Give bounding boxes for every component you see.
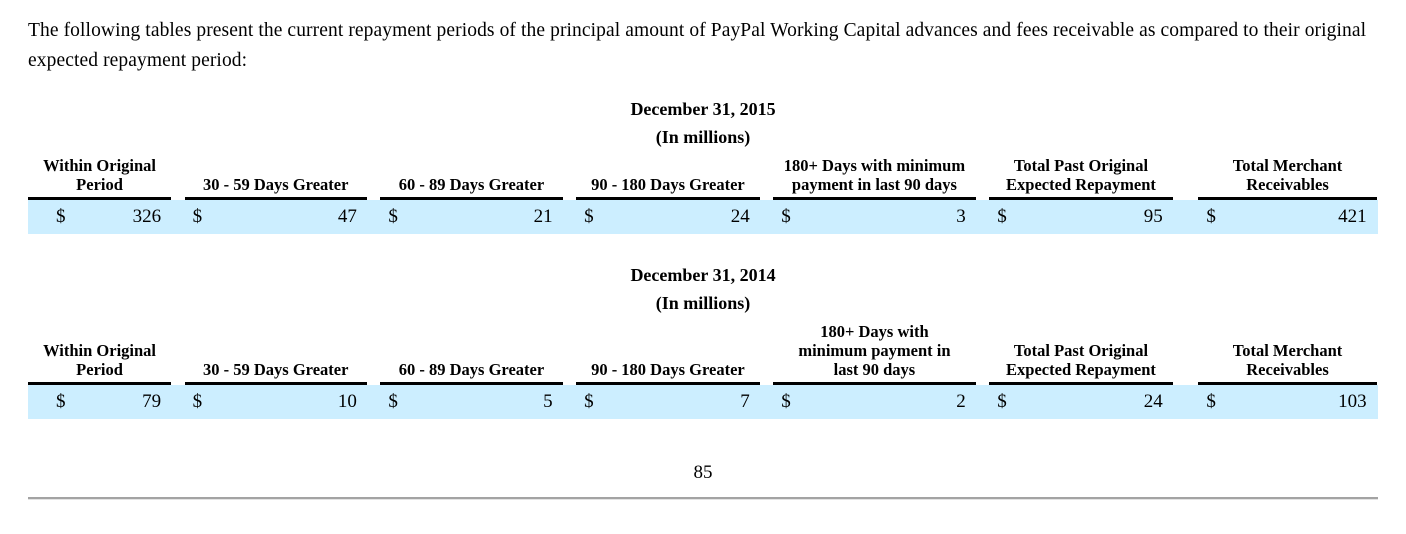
cell-value: 2 — [956, 391, 966, 412]
currency-symbol: $ — [584, 206, 594, 227]
data-row-2014 — [28, 385, 1378, 419]
cell-value: 3 — [956, 206, 966, 227]
header-line: Total Merchant — [1232, 156, 1343, 175]
header-line: 180+ Days with minimum — [783, 156, 966, 175]
cell-180-plus-days — [773, 206, 976, 227]
currency-symbol: $ — [56, 391, 66, 412]
col-header-30-59-days — [185, 175, 367, 200]
header-row-2015 — [28, 156, 1378, 200]
currency-symbol: $ — [997, 206, 1007, 227]
table-title-2015: December 31, 2015 — [630, 99, 776, 119]
cell-180-plus-days — [773, 391, 976, 412]
cell-90-180-days — [576, 206, 760, 227]
cell-value: 95 — [1143, 206, 1163, 227]
header-line: minimum payment in — [798, 341, 951, 360]
col-header-total-past-original — [989, 156, 1173, 200]
footer-divider — [28, 497, 1378, 500]
header-line: Expected Repayment — [1006, 360, 1156, 379]
cell-total-past-original — [989, 206, 1173, 227]
currency-symbol: $ — [56, 206, 66, 227]
cell-within-original-period — [28, 206, 171, 227]
currency-symbol: $ — [388, 391, 398, 412]
table-dec-31-2015 — [28, 98, 1378, 234]
cell-total-past-original — [989, 391, 1173, 412]
col-header-total-merchant-receivables — [1198, 341, 1376, 385]
cell-total-merchant-receivables — [1198, 206, 1376, 227]
cell-within-original-period — [28, 391, 171, 412]
currency-symbol: $ — [192, 206, 203, 227]
cell-60-89-days — [380, 391, 562, 412]
table-title-2014: December 31, 2014 — [630, 265, 776, 285]
table-dec-31-2014 — [28, 264, 1378, 419]
cell-value: 5 — [543, 391, 553, 412]
header-line: 180+ Days with — [820, 322, 929, 341]
currency-symbol: $ — [388, 206, 398, 227]
data-row-2015 — [28, 200, 1378, 234]
cell-60-89-days — [380, 206, 562, 227]
header-line: 60 - 89 Days Greater — [398, 360, 545, 379]
cell-value: 326 — [132, 206, 162, 227]
col-header-180-plus-days — [773, 322, 976, 385]
col-header-90-180-days — [576, 360, 760, 385]
table-subtitle-2015: (In millions) — [655, 127, 751, 147]
col-header-90-180-days — [576, 175, 760, 200]
header-line: 60 - 89 Days Greater — [398, 175, 545, 194]
header-line: Total Past Original — [1013, 156, 1149, 175]
header-line: payment in last 90 days — [791, 175, 957, 194]
cell-value: 421 — [1338, 206, 1367, 227]
header-line: Expected Repayment — [1006, 175, 1156, 194]
col-header-30-59-days — [185, 360, 367, 385]
cell-value: 79 — [142, 391, 162, 412]
cell-value: 24 — [1143, 391, 1163, 412]
currency-symbol: $ — [1206, 391, 1216, 412]
col-header-within-original-period — [28, 156, 171, 200]
currency-symbol: $ — [1206, 206, 1216, 227]
cell-value: 7 — [740, 391, 750, 412]
currency-symbol: $ — [781, 391, 791, 412]
cell-30-59-days — [185, 206, 367, 227]
col-header-within-original-period — [28, 341, 171, 385]
cell-value: 10 — [337, 391, 357, 412]
col-header-total-merchant-receivables — [1198, 156, 1376, 200]
header-line: Total Past Original — [1013, 341, 1149, 360]
cell-value: 47 — [337, 206, 357, 227]
header-line: 30 - 59 Days Greater — [203, 175, 349, 194]
cell-value: 21 — [533, 206, 553, 227]
header-line: Receivables — [1246, 360, 1329, 379]
currency-symbol: $ — [584, 391, 594, 412]
header-line: Period — [76, 360, 123, 379]
currency-symbol: $ — [997, 391, 1007, 412]
cell-value: 24 — [730, 206, 750, 227]
cell-90-180-days — [576, 391, 760, 412]
cell-value: 103 — [1338, 391, 1367, 412]
header-line: 30 - 59 Days Greater — [203, 360, 349, 379]
header-line: Period — [76, 175, 123, 194]
header-line: 90 - 180 Days Greater — [591, 360, 745, 379]
header-line: Total Merchant — [1232, 341, 1343, 360]
cell-total-merchant-receivables — [1198, 391, 1376, 412]
currency-symbol: $ — [192, 391, 203, 412]
col-header-60-89-days — [380, 175, 562, 200]
header-line: last 90 days — [833, 360, 916, 379]
col-header-180-plus-days — [773, 156, 976, 200]
col-header-60-89-days — [380, 360, 562, 385]
currency-symbol: $ — [781, 206, 791, 227]
cell-30-59-days — [185, 391, 367, 412]
header-line: 90 - 180 Days Greater — [591, 175, 745, 194]
col-header-total-past-original — [989, 341, 1173, 385]
page-number: 85 — [693, 462, 713, 483]
header-row-2014 — [28, 322, 1378, 385]
header-line: Receivables — [1246, 175, 1329, 194]
header-line: Within Original — [43, 156, 157, 175]
table-subtitle-2014: (In millions) — [655, 293, 751, 313]
header-line: Within Original — [43, 341, 157, 360]
intro-paragraph: The following tables present the current repayment periods of the principal amount of PayPal Working Capital advances and fees receivable as compared to their original expected repayment period: — [28, 20, 1367, 71]
